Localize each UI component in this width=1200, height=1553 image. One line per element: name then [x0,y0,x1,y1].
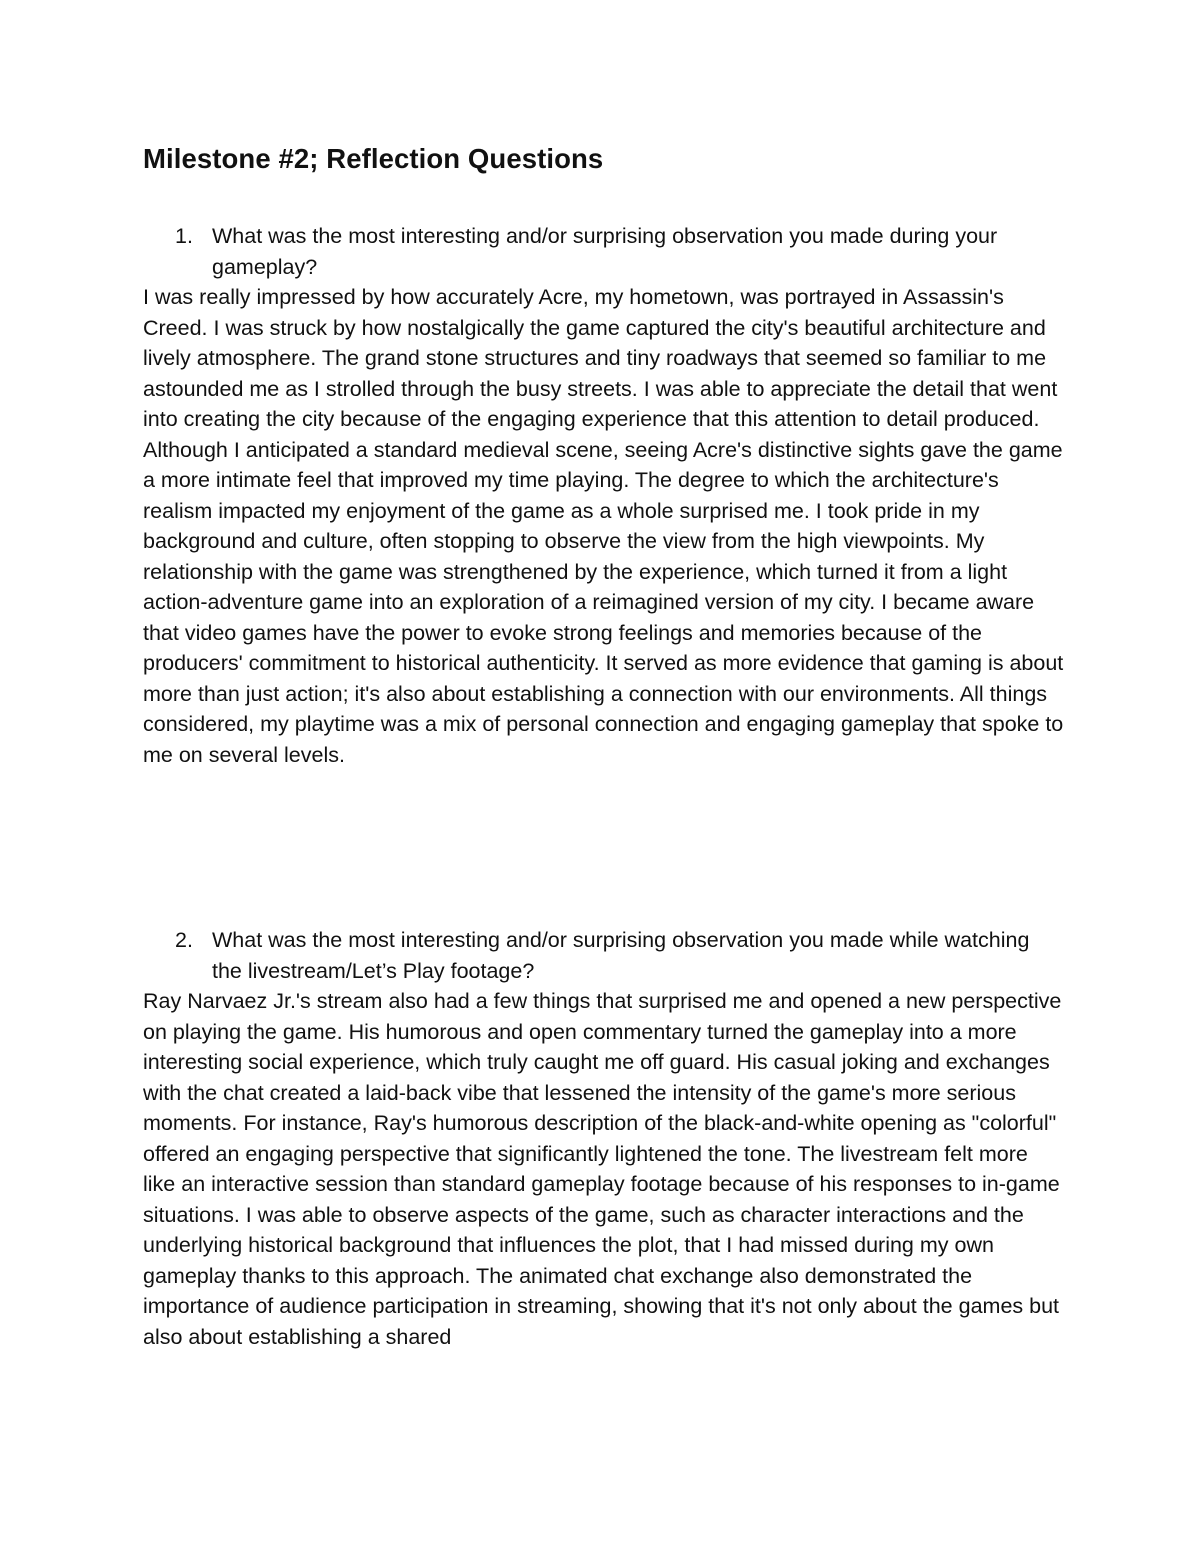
answer-1: I was really impressed by how accurately Acre, my hometown, was portrayed in Assassin's Creed. I was struck by how nostalgically the game captured the city's beautiful architecture and lively atmosphere. The grand stone structures and tiny roadways that seemed so familiar to me astounded me as I strolled through the busy streets. I was able to appreciate the detail that went into creating the city because of the engaging experience that this attention to detail produced. Although I anticipated a standard medieval scene, seeing Acre's distinctive sights gave the game a more intimate feel that improved my time playing. The degree to which the architecture's realism impacted my enjoyment of the game as a whole surprised me. I took pride in my background and culture, often stopping to observe the view from the high viewpoints. My relationship with the game was strengthened by the experience, which turned it from a light action-adventure game into an exploration of a reimagined version of my city. I became aware that video games have the power to evoke strong feelings and memories because of the producers' commitment to historical authenticity. It served as more evidence that gaming is about more than just action; it's also about establishing a connection with our environments. All things considered, my playtime was a mix of personal connection and engaging gameplay that spoke to me on several levels. [143,285,1064,767]
page-title: Milestone #2; Reflection Questions [143,143,604,174]
question-text: What was the most interesting and/or surprising observation you made while watching the livestream/Let’s Play footage? [212,928,1030,983]
question-number: 2. [175,928,193,952]
question-text: What was the most interesting and/or surprising observation you made during your gameplay? [212,224,998,279]
question-1 [175,221,1055,283]
question-2 [175,925,1055,987]
question-number: 1. [175,224,193,248]
answer-2: Ray Narvaez Jr.'s stream also had a few things that surprised me and opened a new perspective on playing the game. His humorous and open commentary turned the gameplay into a more interesting social experience, which truly caught me off guard. His casual joking and exchanges with the chat created a laid-back vibe that lessened the intensity of the game's more serious moments. For instance, Ray's humorous description of the black-and-white opening as "colorful" offered an engaging perspective that significantly lightened the tone. The livestream felt more like an interactive session than standard gameplay footage because of his responses to in-game situations. I was able to observe aspects of the game, such as character interactions and the underlying historical background that influences the plot, that I had missed during my own gameplay thanks to this approach. The animated chat exchange also demonstrated the importance of audience participation in streaming, showing that it's not only about the games but also about establishing a shared [143,989,1062,1349]
